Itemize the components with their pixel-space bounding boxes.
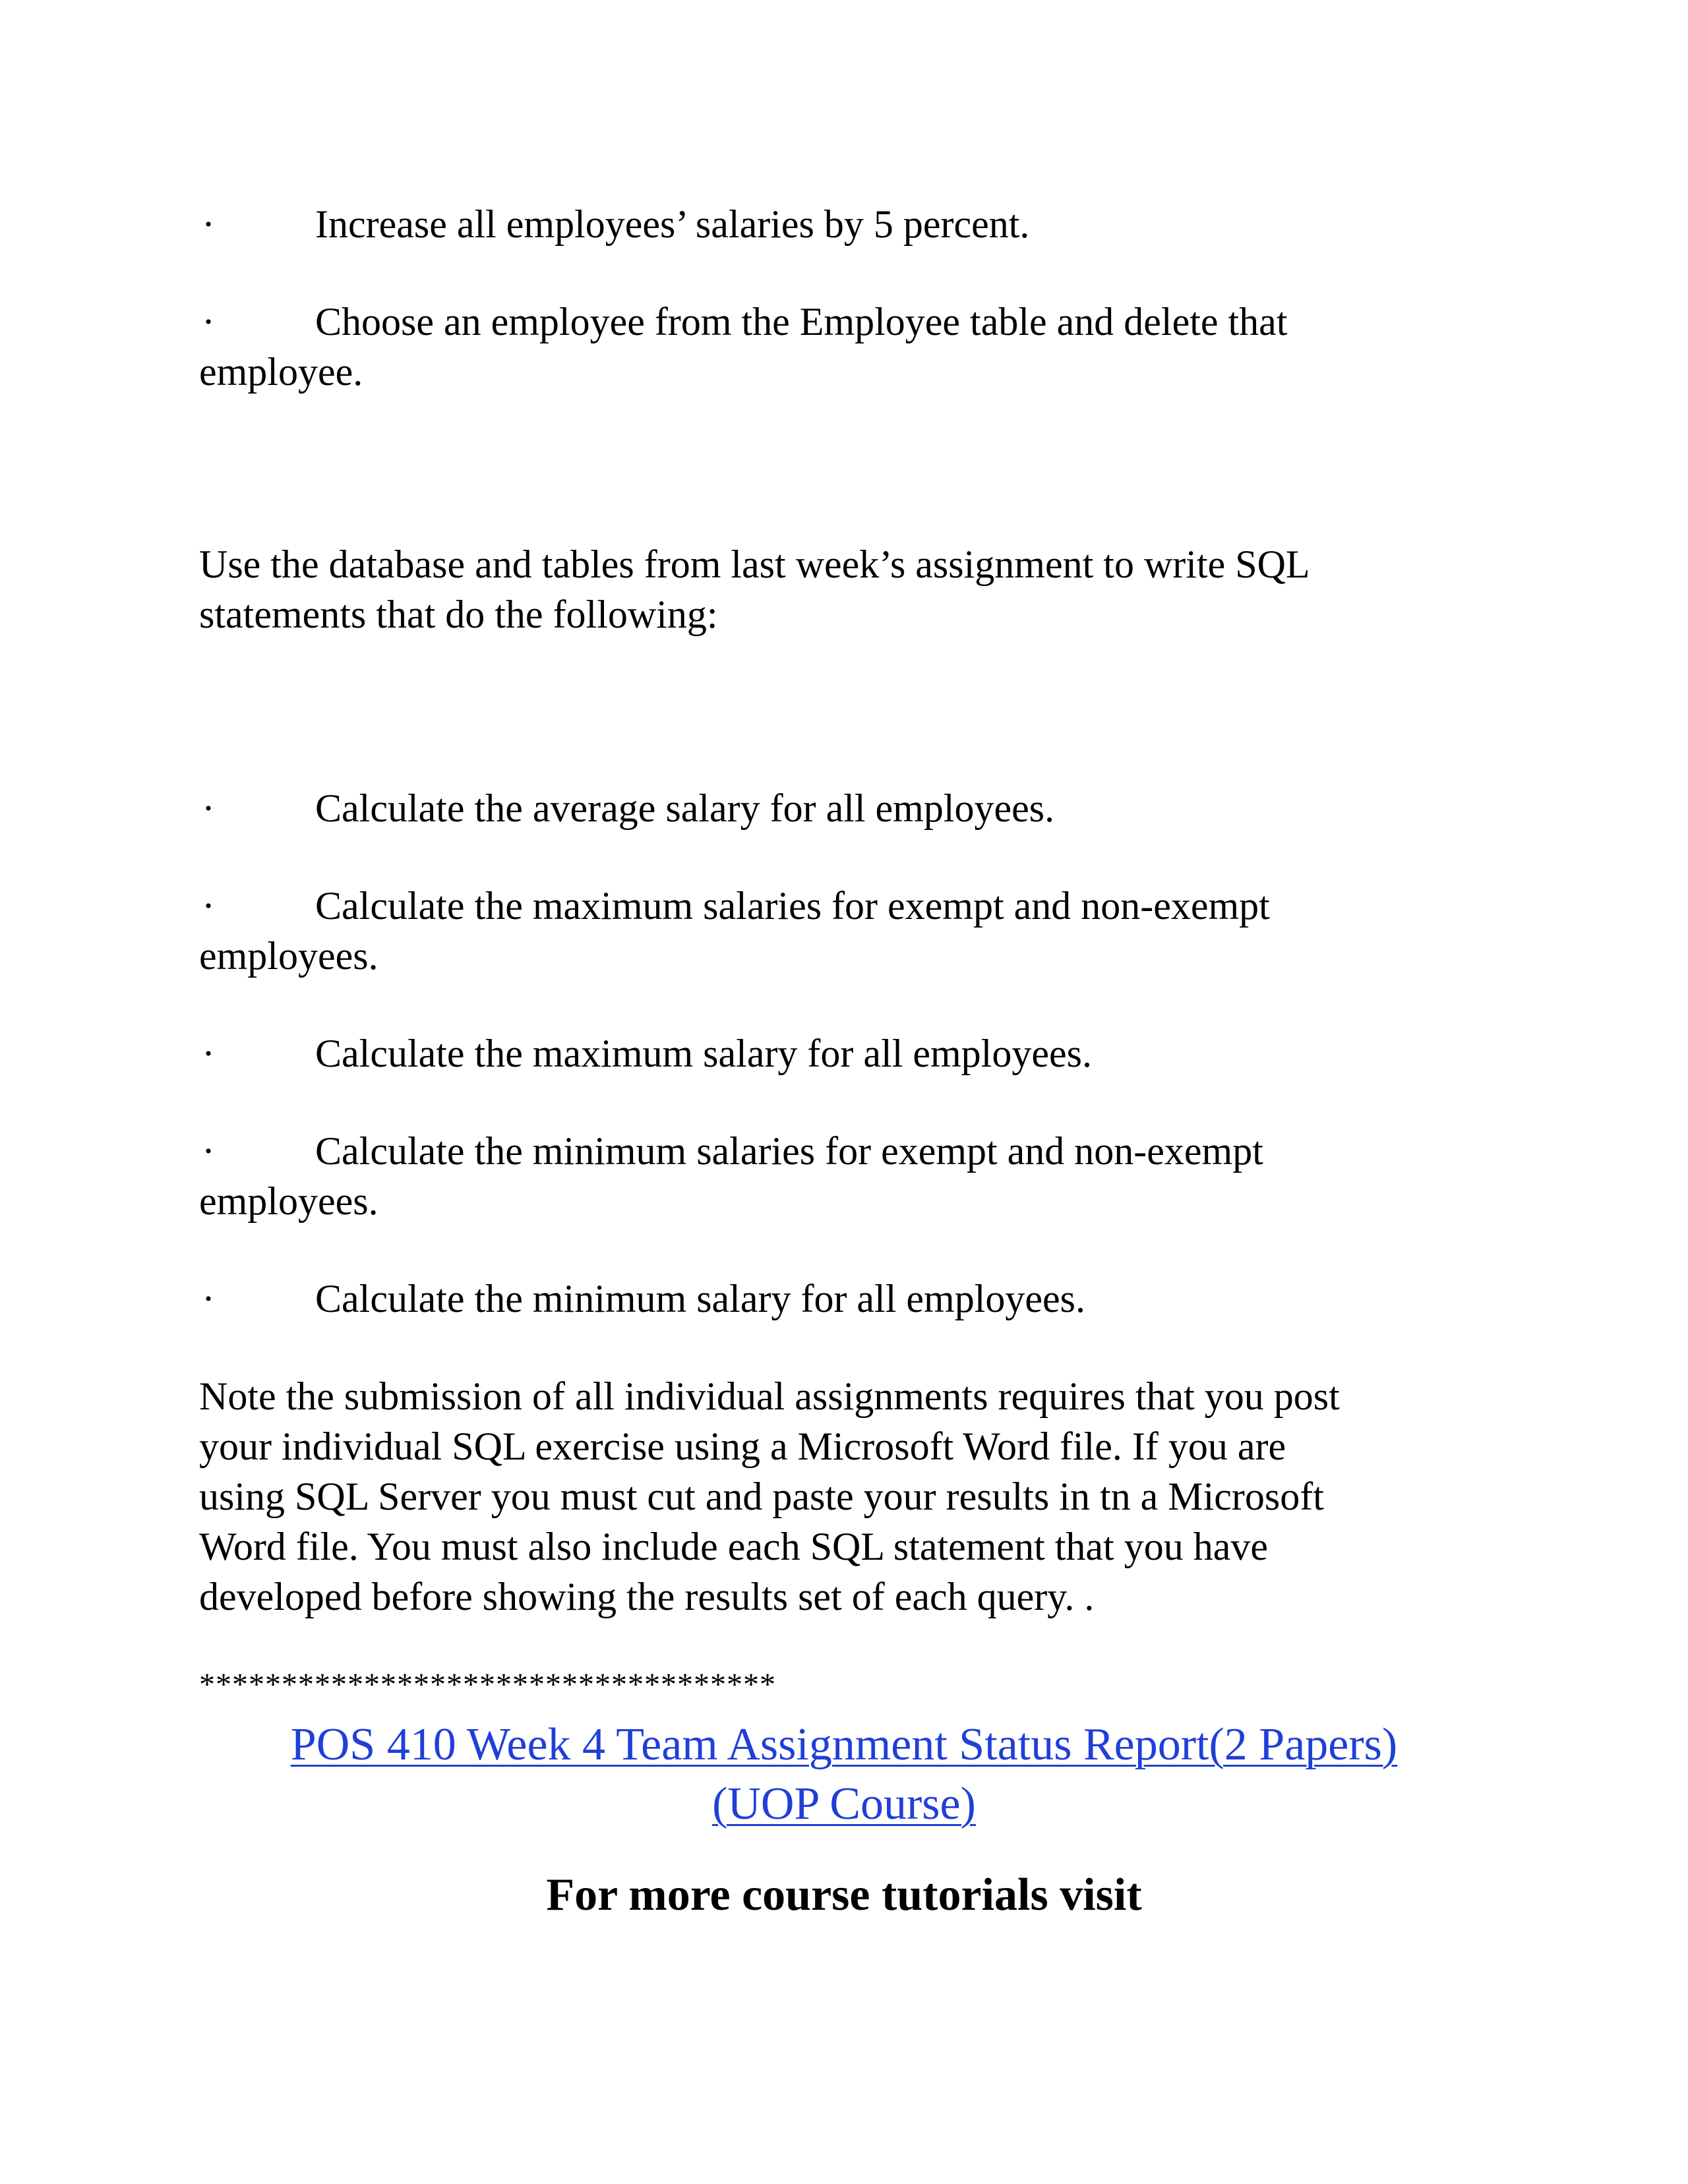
bullet-item-max-salary-all (199, 1028, 1092, 1078)
asterisk-separator: *********************************** (199, 1667, 776, 1702)
course-link-line-1[interactable]: POS 410 Week 4 Team Assignment Status Report(2 Papers) (290, 1719, 1398, 1770)
intro-line-2: statements that do the following: (199, 593, 718, 636)
bullet-dot: · (202, 884, 215, 928)
bullet-dot: · (202, 786, 215, 830)
bullet-item-min-salaries-exempt (199, 1126, 1263, 1176)
bullet-text: Choose an employee from the Employee table and delete that (315, 300, 1288, 343)
note-line-5: developed before showing the results set of each query. . (199, 1575, 1095, 1618)
bullet-item-min-salary-all (199, 1274, 1085, 1324)
note-line-2: your individual SQL exercise using a Microsoft Word file. If you are (199, 1425, 1286, 1468)
bullet-item-increase-salaries (199, 199, 1029, 249)
footer-heading: For more course tutorials visit (546, 1870, 1142, 1920)
bullet-item-delete-employee (199, 297, 1287, 347)
bullet-dot: · (202, 1032, 215, 1075)
course-link-block (0, 1715, 1688, 1775)
bullet-text: Increase all employees’ salaries by 5 percent. (315, 202, 1030, 246)
bullet-text: Calculate the maximum salaries for exempt and non-exempt (315, 884, 1270, 928)
bullet-continuation: employee. (199, 350, 363, 394)
bullet-continuation: employees. (199, 934, 378, 978)
bullet-continuation: employees. (199, 1179, 378, 1223)
bullet-text: Calculate the minimum salaries for exempt and non-exempt (315, 1129, 1263, 1173)
note-line-3: using SQL Server you must cut and paste your results in tn a Microsoft (199, 1475, 1324, 1518)
bullet-item-average-salary (199, 783, 1054, 833)
bullet-dot: · (202, 1277, 215, 1320)
course-link-line-2[interactable]: (UOP Course) (712, 1779, 976, 1829)
course-link-block-2 (0, 1775, 1688, 1834)
bullet-text: Calculate the maximum salary for all employees. (315, 1032, 1092, 1075)
bullet-dot: · (202, 300, 215, 343)
note-line-1: Note the submission of all individual assignments requires that you post (199, 1374, 1340, 1418)
bullet-dot: · (202, 1129, 215, 1173)
intro-line-1: Use the database and tables from last week’s assignment to write SQL (199, 543, 1310, 586)
bullet-text: Calculate the minimum salary for all employees. (315, 1277, 1085, 1320)
bullet-dot: · (202, 202, 215, 246)
bullet-item-max-salaries-exempt (199, 881, 1270, 931)
note-line-4: Word file. You must also include each SQL statement that you have (199, 1525, 1268, 1568)
bullet-text: Calculate the average salary for all employees. (315, 786, 1055, 830)
